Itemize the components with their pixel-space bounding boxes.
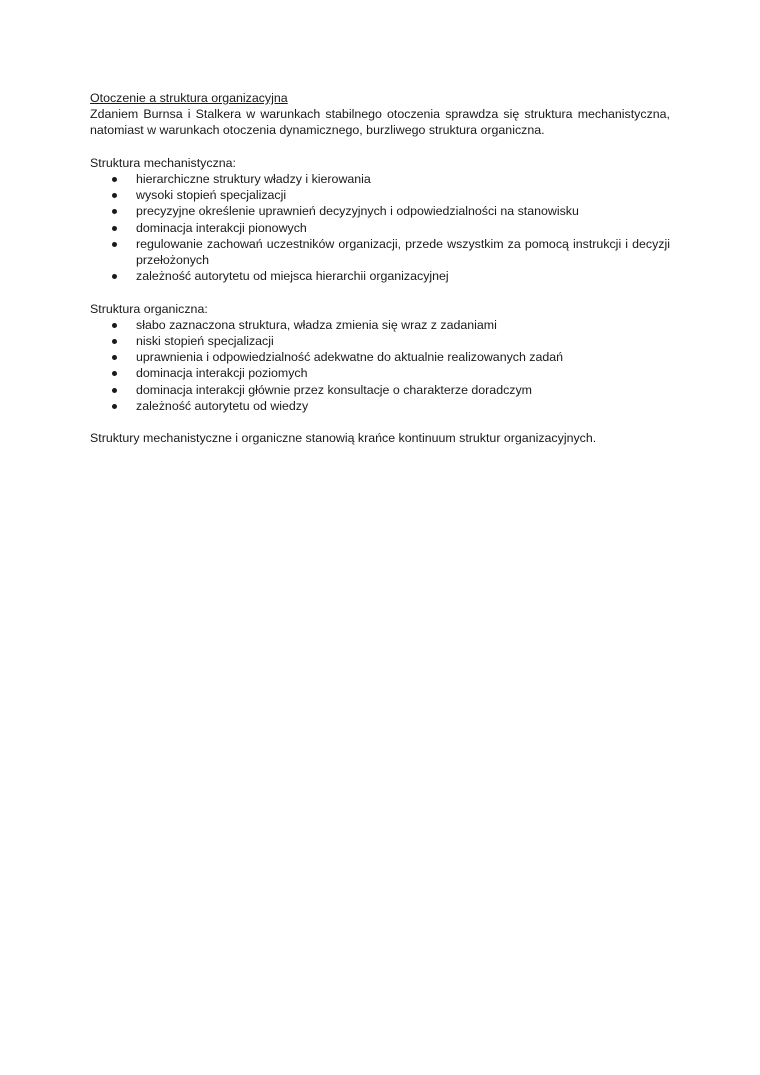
list-item [90, 268, 670, 284]
list-item-text: dominacja interakcji głównie przez konsultacje o charakterze doradczym [136, 382, 532, 397]
list-item-text: zależność autorytetu od miejsca hierarchii organizacyjnej [136, 269, 449, 284]
list-item [90, 398, 670, 414]
list-item-text: zależność autorytetu od wiedzy [136, 398, 309, 413]
list-item [90, 333, 670, 349]
list-item-text: niski stopień specjalizacji [136, 334, 274, 349]
bullet-icon [112, 323, 117, 328]
list-item [90, 171, 670, 187]
bullet-icon [112, 388, 117, 393]
mechanistic-heading: Struktura mechanistyczna: [90, 155, 236, 170]
list-item-text: regulowanie zachowań uczestników organizacji, przede wszystkim za pomocą instrukcji i decyzji przełożonych [136, 236, 670, 268]
section-title: Otoczenie a struktura organizacyjna [90, 91, 288, 105]
bullet-icon [112, 193, 117, 198]
list-item [90, 349, 670, 365]
list-item-text: precyzyjne określenie uprawnień decyzyjnych i odpowiedzialności na stanowisku [136, 204, 579, 219]
document-body [90, 90, 670, 446]
list-item [90, 236, 670, 268]
mechanistic-list [90, 171, 670, 284]
organic-heading: Struktura organiczna: [90, 301, 208, 316]
intro-paragraph: Zdaniem Burnsa i Stalkera w warunkach stabilnego otoczenia sprawdza się struktura mechanistyczna, natomiast w warunkach otoczenia dynamicznego, burzliwego struktura organiczna. [90, 107, 670, 138]
list-item-text: słabo zaznaczona struktura, władza zmienia się wraz z zadaniami [136, 317, 497, 332]
list-item-text: dominacja interakcji pionowych [136, 220, 307, 235]
bullet-icon [112, 404, 117, 409]
list-item [90, 365, 670, 381]
bullet-icon [112, 242, 117, 247]
list-item-text: hierarchiczne struktury władzy i kierowania [136, 172, 371, 186]
paragraph-spacer [90, 284, 670, 300]
list-item [90, 382, 670, 398]
bullet-icon [112, 339, 117, 344]
paragraph-spacer [90, 414, 670, 430]
paragraph-spacer [90, 139, 670, 155]
organic-list [90, 317, 670, 414]
list-item [90, 187, 670, 203]
conclusion-paragraph: Struktury mechanistyczne i organiczne stanowią krańce kontinuum struktur organizacyjnych. [90, 431, 597, 446]
bullet-icon [112, 355, 117, 360]
bullet-icon [112, 177, 117, 182]
list-item [90, 317, 670, 333]
bullet-icon [112, 274, 117, 279]
list-item-text: wysoki stopień specjalizacji [136, 188, 287, 203]
list-item [90, 203, 670, 219]
list-item-text: uprawnienia i odpowiedzialność adekwatne do aktualnie realizowanych zadań [136, 350, 564, 365]
list-item [90, 220, 670, 236]
bullet-icon [112, 226, 117, 231]
bullet-icon [112, 371, 117, 376]
bullet-icon [112, 209, 117, 214]
list-item-text: dominacja interakcji poziomych [136, 366, 308, 381]
